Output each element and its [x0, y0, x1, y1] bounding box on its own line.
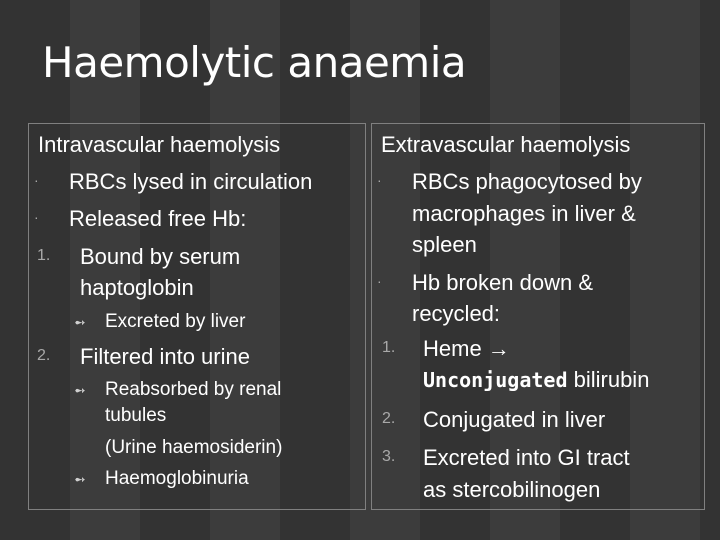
bullet-lysed: RBCs lysed in circulation: [69, 169, 313, 194]
bullet-released: Released free Hb:: [69, 206, 247, 231]
bullet-icon: ·: [34, 172, 39, 188]
sub-excreted: Excreted by liver: [105, 311, 246, 332]
bullet-phago-line1: RBCs phagocytosed by: [412, 169, 642, 194]
item-heme-line2: [423, 367, 649, 393]
item-excreted-line1: Excreted into GI tract: [423, 445, 630, 470]
extravascular-panel: [371, 123, 705, 510]
item-bound-line1: Bound by serum: [80, 244, 241, 269]
bullet-icon: ·: [34, 209, 39, 225]
item-heme-line1: Heme →: [423, 336, 510, 361]
item-filtered: Filtered into urine: [80, 344, 250, 369]
sub-reabsorbed-line3: (Urine haemosiderin): [105, 437, 283, 458]
sub-reabsorbed-line2: tubules: [105, 405, 167, 426]
bullet-icon: ·: [377, 273, 382, 289]
number-marker: 1.: [37, 247, 51, 264]
extravascular-heading: Extravascular haemolysis: [381, 132, 631, 157]
item-conjugated: Conjugated in liver: [423, 407, 606, 432]
intravascular-panel: [28, 123, 366, 510]
sub-haemoglobinuria: Haemoglobinuria: [105, 468, 249, 489]
bullet-phago-line3: spleen: [412, 232, 477, 257]
item-excreted-line2: as stercobilinogen: [423, 477, 601, 502]
arrow-bullet-icon: ➻: [74, 314, 86, 330]
arrow-bullet-icon: ➻: [74, 382, 86, 398]
bullet-icon: ·: [377, 172, 382, 188]
bullet-hb-line1: Hb broken down &: [412, 270, 593, 295]
item-bound-line2: haptoglobin: [80, 275, 194, 300]
intravascular-heading: Intravascular haemolysis: [38, 132, 281, 157]
sub-reabsorbed-line1: Reabsorbed by renal: [105, 379, 282, 400]
number-marker: 2.: [37, 347, 51, 364]
bilirubin-term: bilirubin: [567, 367, 650, 392]
number-marker: 2.: [382, 410, 396, 427]
arrow-bullet-icon: ➻: [74, 471, 86, 487]
number-marker: 1.: [382, 339, 396, 356]
bullet-hb-line2: recycled:: [412, 301, 501, 326]
number-marker: 3.: [382, 448, 396, 465]
slide-title: Haemolytic anaemia: [42, 38, 467, 87]
bullet-phago-line2: macrophages in liver &: [412, 201, 636, 226]
unconjugated-term: Unconjugated: [423, 368, 568, 392]
